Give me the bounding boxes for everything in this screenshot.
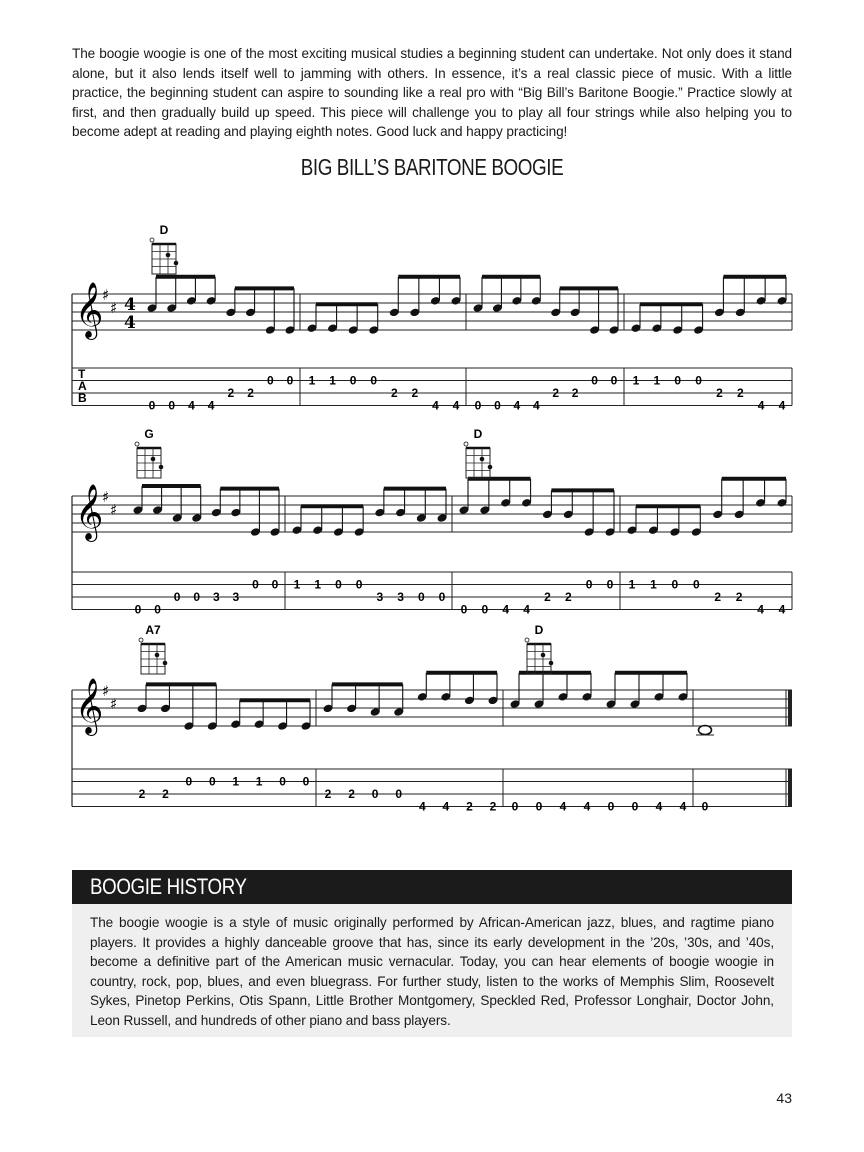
tab-number: 2 [247, 386, 254, 400]
tab-number: 2 [324, 787, 332, 801]
tab-number: 1 [293, 577, 301, 592]
tab-number: 0 [286, 373, 294, 388]
time-sig-bottom: 4 [124, 313, 136, 333]
tab-number: 0 [438, 590, 446, 604]
tab-number: 0 [271, 577, 279, 592]
tab-number: 4 [207, 398, 215, 413]
tab-number: 4 [757, 602, 764, 617]
sharp-f: ♯ [102, 286, 110, 304]
tab-number: 4 [523, 602, 530, 617]
tab-number: 4 [778, 398, 786, 413]
chord-dot [549, 661, 554, 666]
tab-number: 2 [552, 386, 560, 400]
tab-number: 2 [411, 386, 419, 400]
tab-number: 0 [591, 373, 598, 388]
history-box [72, 904, 792, 1037]
chord-name: A7 [145, 623, 161, 637]
tab-label: T [78, 367, 86, 381]
chord-name: D [473, 427, 483, 441]
history-title: BOOGIE HISTORY [90, 874, 247, 899]
tab-number: 4 [757, 398, 765, 413]
tab-number: 1 [314, 577, 322, 592]
tab-number: 0 [474, 398, 482, 413]
tab-number: 1 [255, 774, 263, 789]
tab-number: 0 [417, 590, 425, 604]
tab-number: 4 [502, 602, 510, 617]
tab-number: 0 [302, 774, 310, 789]
tab-number: 2 [489, 799, 497, 814]
tab-number: 0 [585, 577, 593, 592]
song-title: BIG BILL’S BARITONE BOOGIE [300, 154, 564, 180]
tab-number: 1 [329, 373, 336, 388]
tab-number: 4 [532, 398, 540, 413]
tab-number: 4 [452, 398, 460, 413]
open-string-mark [464, 442, 468, 446]
sharp-f: ♯ [102, 682, 110, 700]
tab-number: 0 [335, 577, 342, 592]
tab-number: 2 [716, 386, 723, 400]
tab-number: 0 [173, 590, 181, 604]
tab-number: 2 [735, 590, 743, 604]
tab-number: 0 [395, 787, 403, 801]
tab-number: 0 [460, 602, 468, 617]
tab-number: 4 [442, 799, 450, 814]
sharp-c: ♯ [110, 299, 118, 317]
tab-number: 0 [692, 577, 700, 592]
chord-dot [155, 653, 160, 658]
tab-number: 3 [376, 590, 384, 604]
tab-number: 3 [232, 590, 240, 604]
treble-clef: 𝄞 [75, 678, 104, 734]
tab-number: 0 [252, 577, 259, 592]
tab-number: 2 [544, 590, 551, 604]
tab-label: A [78, 379, 87, 393]
system-2 [72, 427, 792, 617]
tab-number: 1 [653, 373, 661, 388]
tab-number: 2 [348, 787, 355, 801]
chord-name: G [144, 427, 154, 441]
tab-number: 2 [466, 799, 473, 814]
system-3 [72, 623, 792, 814]
sharp-c: ♯ [110, 695, 118, 713]
tab-number: 4 [778, 602, 786, 617]
tab-number: 0 [208, 774, 216, 789]
tab-number: 1 [628, 577, 636, 592]
chord-dot [541, 653, 546, 658]
tab-number: 0 [631, 799, 639, 814]
tab-number: 2 [736, 386, 744, 400]
tab-number: 0 [701, 799, 709, 814]
chord-dot [151, 457, 156, 462]
tab-number: 2 [227, 386, 235, 400]
open-string-mark [150, 238, 154, 242]
open-string-mark [139, 638, 143, 642]
tab-number: 4 [432, 398, 439, 413]
tab-number: 0 [349, 373, 357, 388]
tab-number: 1 [232, 774, 240, 789]
system-1 [72, 223, 792, 413]
open-string-mark [135, 442, 139, 446]
tab-number: 0 [266, 373, 274, 388]
sharp-f: ♯ [102, 488, 110, 506]
whole-note [699, 726, 712, 735]
tab-number: 0 [695, 373, 702, 388]
treble-clef: 𝄞 [75, 282, 104, 338]
chord-dot [174, 261, 179, 266]
chord-dot [159, 465, 164, 470]
tab-number: 0 [148, 398, 156, 413]
tab-number: 0 [355, 577, 363, 592]
tab-number: 2 [138, 787, 146, 801]
tab-number: 4 [655, 799, 663, 814]
treble-clef: 𝄞 [75, 484, 104, 540]
history-header [72, 870, 792, 904]
tab-number: 2 [162, 787, 169, 801]
chord-dot [163, 661, 168, 666]
tab-label: B [78, 391, 87, 405]
tab-number: 0 [494, 398, 501, 413]
tab-number: 0 [610, 373, 618, 388]
page-number: 43 [776, 1090, 792, 1106]
tab-number: 0 [193, 590, 201, 604]
tab-number: 1 [632, 373, 640, 388]
tab-number: 2 [714, 590, 722, 604]
tab-number: 3 [397, 590, 404, 604]
tab-number: 0 [674, 373, 682, 388]
tab-number: 2 [571, 386, 579, 400]
open-string-mark [525, 638, 529, 642]
tab-number: 4 [513, 398, 521, 413]
tab-number: 4 [559, 799, 567, 814]
chord-dot [166, 253, 171, 258]
chord-dot [480, 457, 485, 462]
tab-number: 0 [607, 799, 615, 814]
tab-number: 0 [671, 577, 679, 592]
tab-number: 0 [606, 577, 614, 592]
tab-number: 0 [481, 602, 489, 617]
tab-number: 0 [371, 787, 379, 801]
tab-number: 3 [212, 590, 220, 604]
tab-number: 1 [308, 373, 316, 388]
tab-number: 0 [511, 799, 519, 814]
time-sig-top: 4 [124, 295, 136, 315]
tab-number: 0 [185, 774, 193, 789]
tab-number: 0 [279, 774, 286, 789]
tab-number: 0 [134, 602, 142, 617]
sharp-c: ♯ [110, 501, 118, 519]
tab-number: 1 [650, 577, 657, 592]
chord-dot [488, 465, 493, 470]
tab-number: 0 [168, 398, 176, 413]
tab-number: 4 [583, 799, 591, 814]
tab-number: 0 [154, 602, 161, 617]
tab-number: 4 [418, 799, 426, 814]
tab-number: 2 [564, 590, 572, 604]
tab-number: 2 [390, 386, 398, 400]
intro-paragraph: The boogie woogie is one of the most exciting musical studies a beginning student can undertake. Not only does it stand alone, but it also lends itself well to jamming with others. In essence, it’s a real classic piece of music. With a little practice, the beginning student can aspire to sounding like a real pro with “Big Bill’s Baritone Boogie.” Practice slowly at first, and then gradually build up speed. This piece will challenge you to play all four strings while also helping you to become adept at reading and playing eighth notes. Good luck and happy practicing! [72, 46, 792, 139]
tab-number: 0 [370, 373, 378, 388]
history-body: The boogie woogie is a style of music originally performed by African-American jazz, blues, and ragtime piano players. It provides a highly danceable groove that has, since its early development in the ’20s, ’30s, and ’40s, become a definitive part of the American music vernacular. Today, you can hear elements of boogie woogie in country, rock, pop, blues, and even bluegrass. For further study, listen to the works of Memphis Slim, Roosevelt Sykes, Pinetop Perkins, Otis Spann, Little Brother Montgomery, Speckled Red, Professor Longhair, Doctor John, Leon Russell, and hundreds of other piano and bass players. [90, 915, 774, 1028]
tab-number: 4 [188, 398, 195, 413]
tab-number: 0 [535, 799, 543, 814]
tab-number: 4 [679, 799, 687, 814]
chord-name: D [159, 223, 169, 237]
chord-name: D [534, 623, 544, 637]
